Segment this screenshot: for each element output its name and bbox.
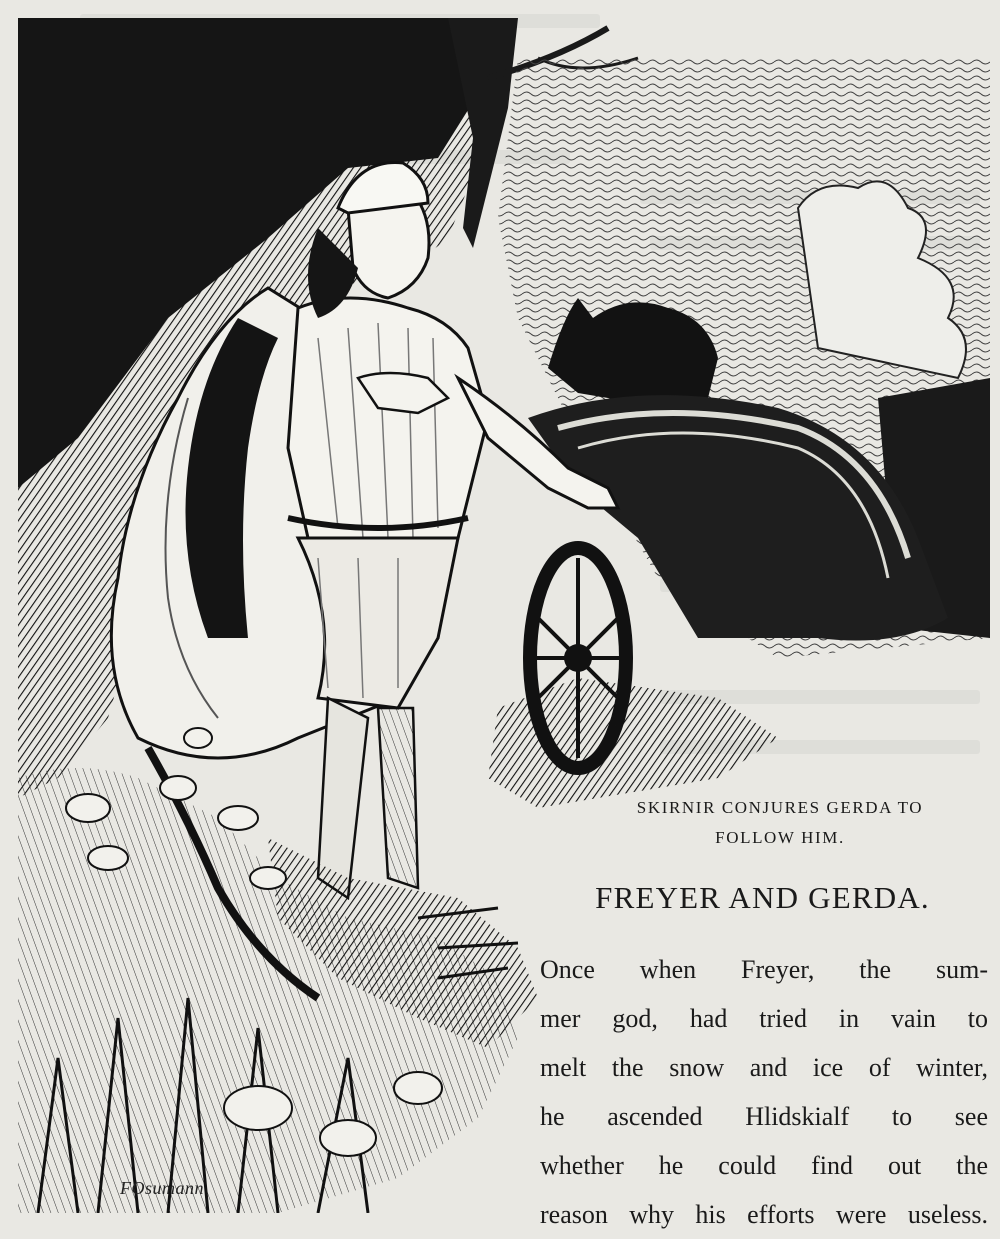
caption-line-2: FOLLOW HIM. — [715, 828, 845, 847]
body-paragraph — [540, 945, 988, 1239]
illustration-caption — [570, 793, 990, 853]
body-line: he ascended Hlidskialf to see — [540, 1102, 988, 1131]
body-line: Once when Freyer, the sum- — [540, 955, 988, 984]
body-line: melt the snow and ice of winter, — [540, 1053, 988, 1082]
caption-line-1: SKIRNIR CONJURES GERDA TO — [636, 798, 924, 817]
artist-signature: FOsumann — [120, 1178, 204, 1198]
body-line: reason why his efforts were useless. — [540, 1200, 988, 1229]
chapter-title: FREYER AND GERDA. — [595, 880, 930, 915]
body-line: whether he could find out the — [540, 1151, 988, 1180]
body-line: mer god, had tried in vain to — [540, 1004, 988, 1033]
